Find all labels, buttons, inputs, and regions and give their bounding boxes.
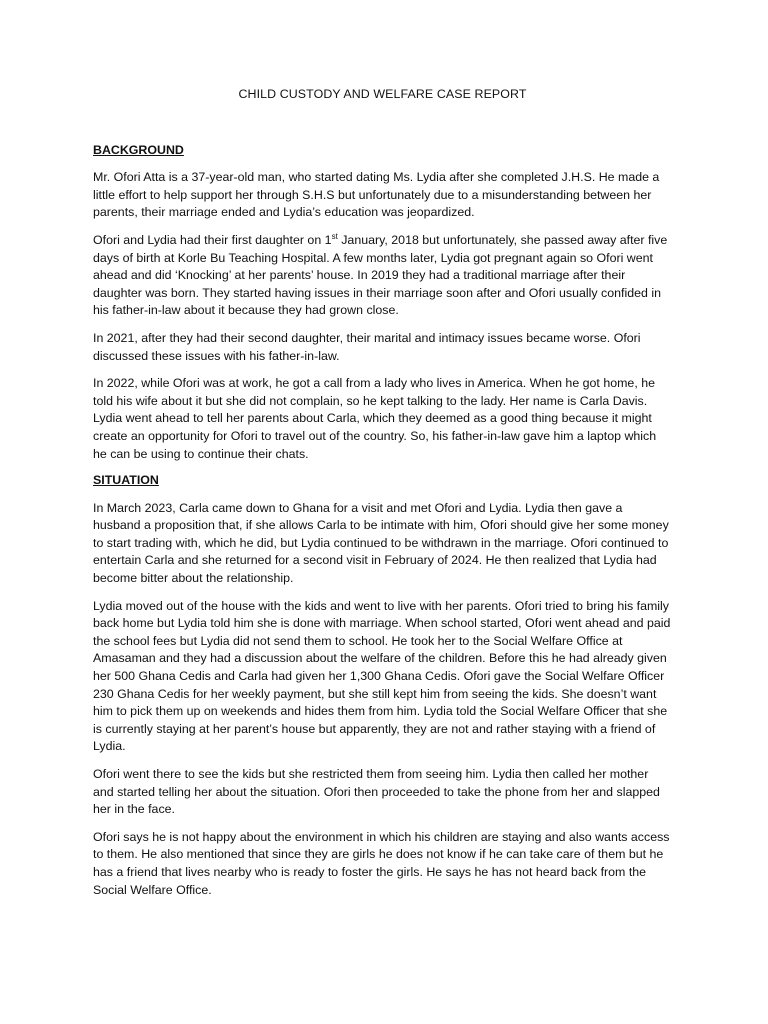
paragraph: Mr. Ofori Atta is a 37-year-old man, who started dating Ms. Lydia after she completed J.H.S. He made a little effort to help support her through S.H.S but unfortunately due to a misunderstanding between her parents, their marriage ended and Lydia’s education was jeopardized. bbox=[93, 170, 660, 220]
paragraph-with-superscript bbox=[93, 232, 672, 320]
section-heading-situation: SITUATION bbox=[93, 473, 159, 488]
paragraph: Ofori went there to see the kids but she restricted them from seeing him. Lydia then called her mother and started telling her about the situation. Ofori then proceeded to take the phone from her and slapped her in the face. bbox=[93, 767, 660, 817]
paragraph-text: Ofori and Lydia had their first daughter on 1 bbox=[93, 232, 332, 247]
paragraph-text: January, 2018 but unfortunately, she passed away after five days of birth at Korle Bu Teaching Hospital. A few months later, Lydia got pregnant again so Ofori went ahead and did ‘Knocking’ at her parents’ house. In 2019 they had a traditional marriage after their daughter was born. They started having issues in their marriage soon after and Ofori usually confided in his father-in-law about it because they had grown close. bbox=[93, 232, 668, 318]
paragraph: Ofori says he is not happy about the environment in which his children are staying and also wants access to them. He also mentioned that since they are girls he does not know if he can take care of them but he has a friend that lives nearby who is ready to foster the girls. He says he has not heard back from the Social Welfare Office. bbox=[93, 829, 670, 897]
paragraph: Lydia moved out of the house with the kids and went to live with her parents. Ofori tried to bring his family back home but Lydia told him she is done with marriage. When school started, Ofori went ahead and paid the school fees but Lydia did not send them to school. He took her to the Social Welfare Office at Amasaman and they had a discussion about the welfare of the children. Before this he had already given her 500 Ghana Cedis and Carla had given her 1,300 Ghana Cedis. Ofori gave the Social Welfare Officer 230 Ghana Cedis for her weekly payment, but she still kept him from seeing the kids. She doesn’t want him to pick them up on weekends and hides them from him. Lydia told the Social Welfare Officer that she is currently staying at her parent’s house but apparently, they are not and rather staying with a friend of Lydia. bbox=[93, 598, 671, 754]
ordinal-superscript: st bbox=[331, 231, 338, 241]
section-heading-background: BACKGROUND bbox=[93, 142, 184, 157]
document-title: CHILD CUSTODY AND WELFARE CASE REPORT bbox=[238, 87, 527, 101]
paragraph: In 2022, while Ofori was at work, he got a call from a lady who lives in America. When he got home, he told his wife about it but she did not complain, so he kept talking to the lady. Her name is Carla Davis. Lydia went ahead to tell her parents about Carla, which they deemed as a good thing because it might create an opportunity for Ofori to travel out of the country. So, his father-in-law gave him a laptop which he can be using to continue their chats. bbox=[93, 376, 657, 461]
paragraph: In 2021, after they had their second daughter, their marital and intimacy issues became worse. Ofori discussed these issues with his father-in-law. bbox=[93, 330, 641, 363]
paragraph: In March 2023, Carla came down to Ghana for a visit and met Ofori and Lydia. Lydia then gave a husband a proposition that, if she allows Carla to be intimate with him, Ofori should give her some money to start trading with, which he did, but Lydia continued to be withdrawn in the marriage. Ofori continued to entertain Carla and she returned for a second visit in February of 2024. He then realized that Lydia had become bitter about the relationship. bbox=[93, 500, 669, 586]
